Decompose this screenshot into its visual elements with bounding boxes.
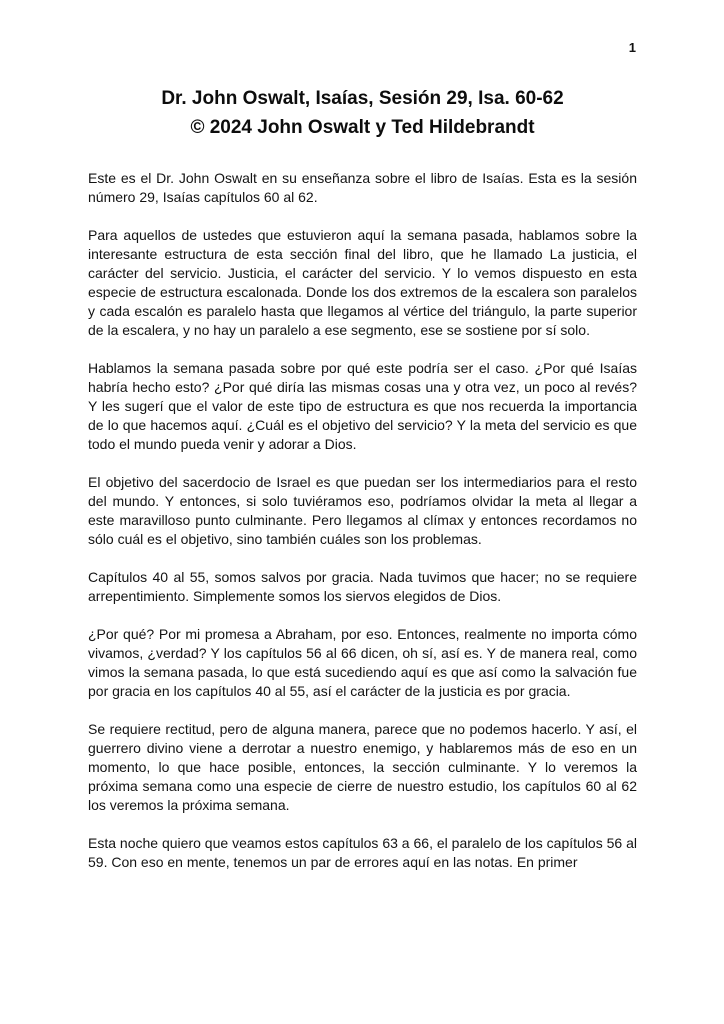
title-line-2: © 2024 John Oswalt y Ted Hildebrandt [190, 117, 535, 139]
paragraph: Para aquellos de ustedes que estuvieron aquí la semana pasada, hablamos sobre la interesante estructura de esta sección final del libro, que he llamado La justicia, el carácter del servicio. Justicia, el carácter del servicio. Y lo vemos dispuesto en esta especie de estructura escalonada. Donde los dos extremos de la escalera son paralelos y cada escalón es paralelo hasta que llegamos al vértice del triángulo, la parte superior de la escalera, y no hay un paralelo a ese segmento, ese se sostiene por sí solo. [88, 226, 637, 338]
document-body [88, 169, 637, 872]
paragraph: Hablamos la semana pasada sobre por qué este podría ser el caso. ¿Por qué Isaías habría hecho esto? ¿Por qué diría las mismas cosas una y otra vez, un poco al revés? Y les sugerí que el valor de este tipo de estructura es que nos recuerda la importancia de lo que hacemos aquí. ¿Cuál es el objetivo del servicio? Y la meta del servicio es que todo el mundo pueda venir y adorar a Dios. [88, 359, 637, 452]
title-line-1: Dr. John Oswalt, Isaías, Sesión 29, Isa. 60-62 [161, 88, 564, 109]
paragraph: Capítulos 40 al 55, somos salvos por gracia. Nada tuvimos que hacer; no se requiere arrepentimiento. Simplemente somos los siervos elegidos de Dios. [88, 568, 637, 604]
paragraph: ¿Por qué? Por mi promesa a Abraham, por eso. Entonces, realmente no importa cómo vivamos, ¿verdad? Y los capítulos 56 al 66 dicen, oh sí, así es. Y de manera real, como vimos la semana pasada, lo que está sucediendo aquí es que así como la salvación fue por gracia en los capítulos 40 al 55, así el carácter de la justicia es por gracia. [88, 625, 637, 699]
page-number: 1 [628, 40, 636, 55]
paragraph: Este es el Dr. John Oswalt en su enseñanza sobre el libro de Isaías. Esta es la sesión número 29, Isaías capítulos 60 al 62. [88, 169, 637, 205]
paragraph: Se requiere rectitud, pero de alguna manera, parece que no podemos hacerlo. Y así, el guerrero divino viene a derrotar a nuestro enemigo, y hablaremos más de eso en un momento, lo que hace posible, entonces, la sección culminante. Y lo veremos la próxima semana como una especie de cierre de nuestro estudio, los capítulos 60 al 62 los veremos la próxima semana. [88, 720, 637, 813]
paragraph: El objetivo del sacerdocio de Israel es que puedan ser los intermediarios para el resto del mundo. Y entonces, si solo tuviéramos eso, podríamos olvidar la meta al llegar a este maravilloso punto culminante. Pero llegamos al clímax y entonces recordamos no sólo cuál es el objetivo, sino también cuáles son los problemas. [88, 473, 637, 547]
paragraph: Esta noche quiero que veamos estos capítulos 63 a 66, el paralelo de los capítulos 56 al 59. Con eso en mente, tenemos un par de errores aquí en las notas. En primer [88, 834, 637, 870]
document-title [88, 84, 637, 143]
